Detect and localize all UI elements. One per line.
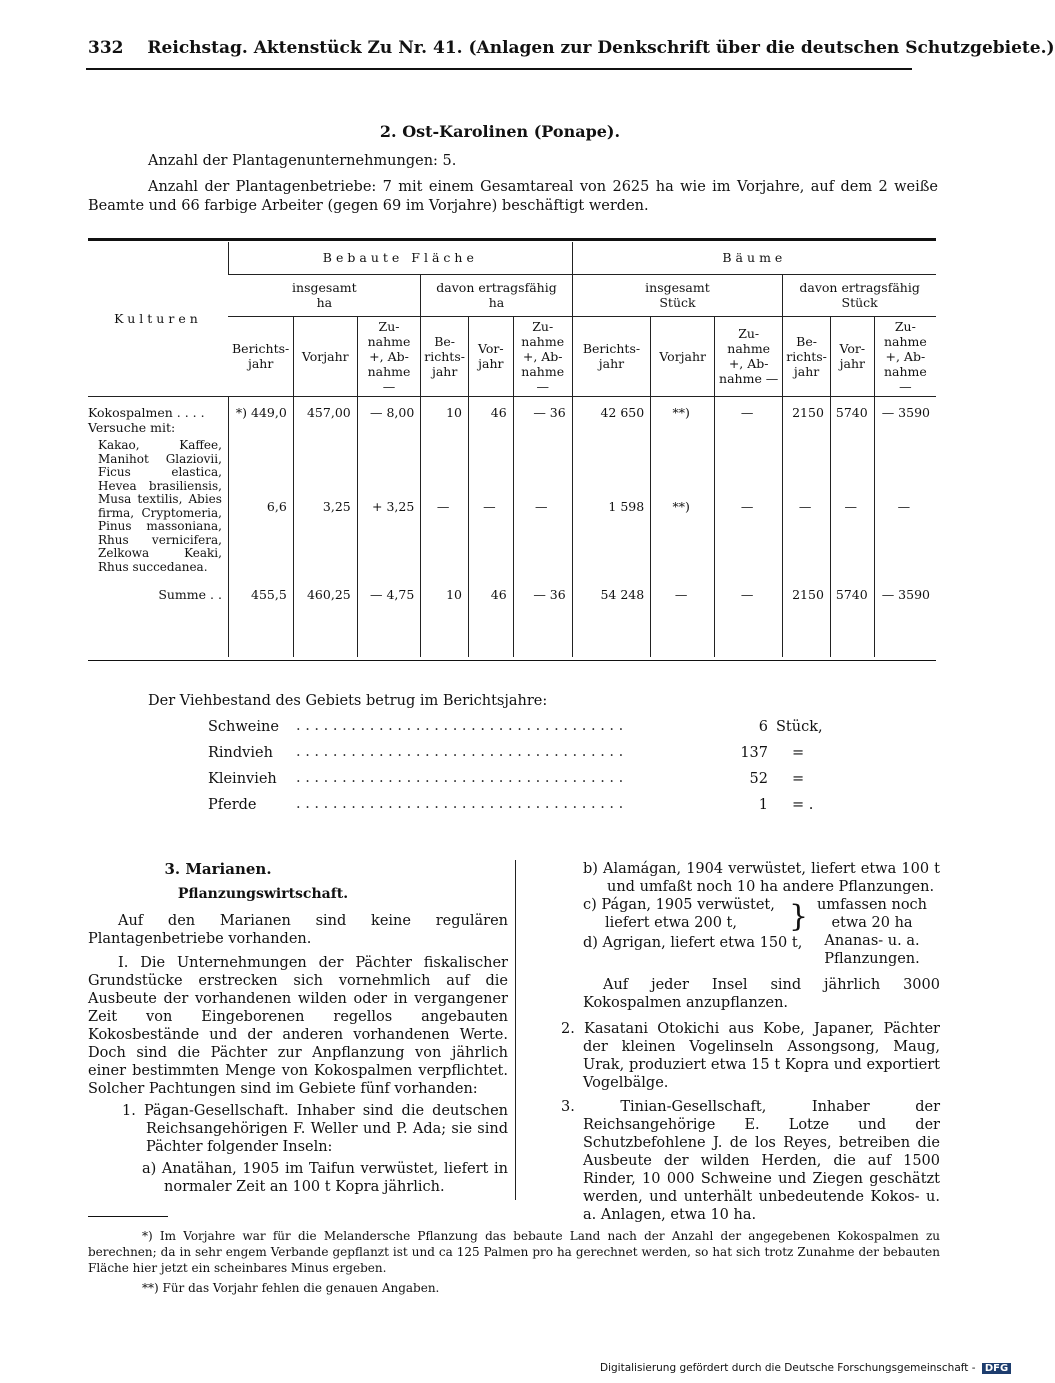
table-row-summe bbox=[88, 577, 936, 657]
paragraph: Auf jeder Insel sind jährlich 3000 Kokospalmen anzupflanzen. bbox=[583, 977, 940, 1011]
cell: 457,00 bbox=[293, 396, 357, 437]
header-baeume-ertragsfaehig: davon ertragsfähig Stück bbox=[783, 274, 936, 316]
header-baeume-insgesamt: insgesamt Stück bbox=[572, 274, 783, 316]
paragraph: I. Die Unternehmungen der Pächter fiskalischer Grundstücke erstrecken sich vornehmlich auf die Ausbeute der vorhandenen wilden oder in vergangener Zeit von Eingeborenen regellos angebauten Kokosbestände und der anderen vorhandenen Werte. Doch sind die Pächter zur Anpflanzung von jährlich einer bestimmten Menge von Kokospalmen verpflichtet. Solcher Pachtungen sind im Gebiete fünf vorhanden: bbox=[88, 955, 508, 1097]
row-sublabel: Versuche mit: bbox=[88, 419, 176, 435]
list-item: 1. Pägan-Gesellschaft. Inhaber sind die deutschen Reichsangehörigen F. Weller und P. Ada; sie sind Pächter folgender Inseln: bbox=[122, 1103, 508, 1155]
livestock-unit: Stück, bbox=[776, 719, 823, 735]
header-zunahme: Zu-nahme +, Ab-nahme — bbox=[513, 316, 572, 396]
plantation-summary: Anzahl der Plantagenbetriebe: 7 mit einem Gesamtareal von 2625 ha wie im Vorjahre, auf dem 2 weiße Beamte und 66 farbige Arbeiter (gegen 69 im Vorjahre) beschäftigt werden. bbox=[88, 179, 938, 214]
livestock-name: Schweine bbox=[208, 719, 279, 735]
cell: — 8,00 bbox=[357, 396, 421, 437]
cell: — bbox=[651, 577, 715, 657]
table-row bbox=[88, 396, 936, 437]
header-vorjahr: Vor-jahr bbox=[468, 316, 513, 396]
cell: — 36 bbox=[513, 396, 572, 437]
row-label: Summe . . bbox=[158, 586, 222, 602]
header-vorjahr: Vor-jahr bbox=[830, 316, 874, 396]
section-title-ost-karolinen: 2. Ost-Karolinen (Ponape). bbox=[379, 122, 621, 141]
cell: — 4,75 bbox=[357, 577, 421, 657]
livestock-list bbox=[208, 718, 828, 822]
cell: 6,6 bbox=[228, 437, 293, 577]
livestock-name: Rindvieh bbox=[208, 745, 273, 761]
brace-icon: } bbox=[789, 899, 809, 934]
running-title: Reichstag. Aktenstück Zu Nr. 41. (Anlagen zur Denkschrift über die deutschen Schutzgebiete.) bbox=[147, 38, 1055, 58]
list-item: umfassen noch etwa 20 ha Ananas- u. a. Pflanzungen. bbox=[816, 897, 928, 967]
cell: — 3590 bbox=[874, 577, 936, 657]
table-top-rule bbox=[88, 238, 936, 241]
credit-text: Digitalisierung gefördert durch die Deutsche Forschungsgemeinschaft - bbox=[600, 1362, 976, 1374]
digitization-credit bbox=[600, 1362, 1009, 1374]
dfg-logo-icon: DFG bbox=[982, 1363, 1011, 1374]
list-item: c) Págan, 1905 verwüstet, liefert etwa 200 t, bbox=[583, 897, 775, 931]
header-flaeche-insgesamt: insgesamt ha bbox=[228, 274, 420, 316]
header-flaeche-ertragsfaehig: davon ertragsfähig ha bbox=[421, 274, 572, 316]
cell: — 3590 bbox=[874, 396, 936, 437]
list-item: Rindvieh . . . . . . . . . . . . . . . . . . . . . . . . . . . . . . . . . . . . 137 = bbox=[208, 744, 805, 761]
header-bebaute-flaeche: Bebaute Fläche bbox=[228, 242, 572, 274]
header-zunahme: Zu-nahme +, Ab-nahme — bbox=[874, 316, 936, 396]
cell: 455,5 bbox=[228, 577, 293, 657]
list-item: Pferde . . . . . . . . . . . . . . . . . . . . . . . . . . . . . . . . . . . . 1 = . bbox=[208, 796, 814, 813]
header-baeume: Bäume bbox=[572, 242, 936, 274]
livestock-unit: = bbox=[792, 745, 805, 761]
cell: 10 bbox=[421, 396, 469, 437]
livestock-name: Pferde bbox=[208, 797, 257, 813]
cell: **) bbox=[651, 396, 715, 437]
list-item: b) Alamágan, 1904 verwüstet, liefert etwa 100 t und umfaßt noch 10 ha andere Pflanzungen. bbox=[583, 861, 940, 895]
livestock-value: 52 bbox=[749, 771, 768, 787]
list-item-group bbox=[545, 896, 940, 970]
header-kulturen: Kulturen bbox=[88, 242, 228, 396]
livestock-value: 1 bbox=[758, 797, 768, 813]
livestock-name: Kleinvieh bbox=[208, 771, 277, 787]
list-item: Kleinvieh . . . . . . . . . . . . . . . . . . . . . . . . . . . . . . . . . . . . 52 = bbox=[208, 770, 805, 787]
header-zunahme: Zu-nahme +, Ab-nahme — bbox=[715, 316, 783, 396]
section-title-marianen: 3. Marianen. bbox=[164, 860, 272, 878]
livestock-value: 6 bbox=[758, 719, 768, 735]
row-label: Kakao, Kaffee, Manihot Glaziovii, Ficus elastica, Hevea brasiliensis, Musa textilis, Abies firma, Cryptomeria, Pinus massoniana, Rhus vernicifera, Zelkowa Keaki, Rhus succedanea. bbox=[98, 438, 222, 574]
running-header bbox=[88, 38, 1055, 58]
cell: 54 248 bbox=[572, 577, 651, 657]
header-zunahme: Zu-nahme +, Ab-nahme — bbox=[357, 316, 421, 396]
cell: — 36 bbox=[513, 577, 572, 657]
column-divider bbox=[515, 860, 516, 1200]
cell: **) bbox=[651, 437, 715, 577]
header-berichtsjahr: Berichts-jahr bbox=[228, 316, 293, 396]
cell: 5740 bbox=[830, 396, 874, 437]
header-berichtsjahr: Be-richts-jahr bbox=[421, 316, 469, 396]
footnote-rule bbox=[88, 1216, 168, 1217]
cell: + 3,25 bbox=[357, 437, 421, 577]
list-item: a) Anatähan, 1905 im Taifun verwüstet, liefert in normaler Zeit an 100 t Kopra jährlich. bbox=[142, 1161, 508, 1195]
livestock-unit: = bbox=[792, 771, 805, 787]
cell: — bbox=[421, 437, 469, 577]
page-number: 332 bbox=[88, 38, 124, 58]
left-column bbox=[88, 860, 508, 1196]
livestock-unit: = . bbox=[792, 797, 814, 813]
cell: 1 598 bbox=[572, 437, 651, 577]
cell: 2150 bbox=[783, 577, 831, 657]
cell: 46 bbox=[468, 396, 513, 437]
table-bottom-rule bbox=[88, 660, 936, 661]
cell: 2150 bbox=[783, 396, 831, 437]
livestock-intro: Der Viehbestand des Gebiets betrug im Berichtsjahre: bbox=[148, 693, 548, 709]
paragraph: Auf den Marianen sind keine regulären Plantagenbetriebe vorhanden. bbox=[88, 913, 508, 947]
list-item: Schweine . . . . . . . . . . . . . . . . . . . . . . . . . . . . . . . . . . . . 6 Stück, bbox=[208, 718, 823, 735]
cell: — bbox=[715, 577, 783, 657]
footnote-2: **) Für das Vorjahr fehlen die genauen Angaben. bbox=[142, 1281, 440, 1295]
header-vorjahr: Vorjahr bbox=[293, 316, 357, 396]
list-item: d) Agrigan, liefert etwa 150 t, bbox=[583, 935, 803, 951]
cell: — bbox=[830, 437, 874, 577]
cell: — bbox=[468, 437, 513, 577]
header-berichtsjahr: Be-richts-jahr bbox=[783, 316, 831, 396]
header-berichtsjahr: Berichts-jahr bbox=[572, 316, 651, 396]
cell: 460,25 bbox=[293, 577, 357, 657]
cell: 10 bbox=[421, 577, 469, 657]
plantation-table bbox=[88, 242, 936, 657]
livestock-value: 137 bbox=[740, 745, 768, 761]
list-item: 3. Tinian-Gesellschaft, Inhaber der Reichsangehörige E. Lotze und der Schutzbefohlene J. de los Reyes, betreiben die Ausbeute der wilden Herden, die auf 1500 Rinder, 10 000 Schweine und Ziegen geschätzt werden, und unterhält unbedeutende Kokos- u. a. Anlagen, etwa 10 ha. bbox=[561, 1099, 940, 1223]
table-row bbox=[88, 437, 936, 577]
list-item: 2. Kasatani Otokichi aus Kobe, Japaner, Pächter der kleinen Vogelinseln Assongsong, Maug, Urak, produziert etwa 15 t Kopra und exportiert Vogelbälge. bbox=[561, 1021, 940, 1091]
header-rule bbox=[86, 68, 912, 70]
cell: — bbox=[874, 437, 936, 577]
cell: 3,25 bbox=[293, 437, 357, 577]
plantation-count: Anzahl der Plantagenunternehmungen: 5. bbox=[148, 153, 457, 169]
footnote-1: *) Im Vorjahre war für die Melandersche Pflanzung das bebaute Land nach der Anzahl der angegebenen Kokospalmen zu berechnen; da in sehr engem Verbande gepflanzt ist und ca 125 Palmen pro ha gerechnet werden, so hat sich trotz Zunahme der bebauten Fläche hier jetzt ein scheinbares Minus ergeben. bbox=[88, 1229, 940, 1275]
cell: — bbox=[715, 437, 783, 577]
header-vorjahr: Vorjahr bbox=[651, 316, 715, 396]
cell: *) 449,0 bbox=[228, 396, 293, 437]
section-subtitle: Pflanzungswirtschaft. bbox=[177, 886, 349, 902]
cell: — bbox=[513, 437, 572, 577]
cell: 46 bbox=[468, 577, 513, 657]
cell: — bbox=[715, 396, 783, 437]
cell: — bbox=[783, 437, 831, 577]
cell: 42 650 bbox=[572, 396, 651, 437]
row-label: Kokospalmen . . . . bbox=[88, 404, 205, 420]
cell: 5740 bbox=[830, 577, 874, 657]
right-column bbox=[545, 860, 940, 1224]
